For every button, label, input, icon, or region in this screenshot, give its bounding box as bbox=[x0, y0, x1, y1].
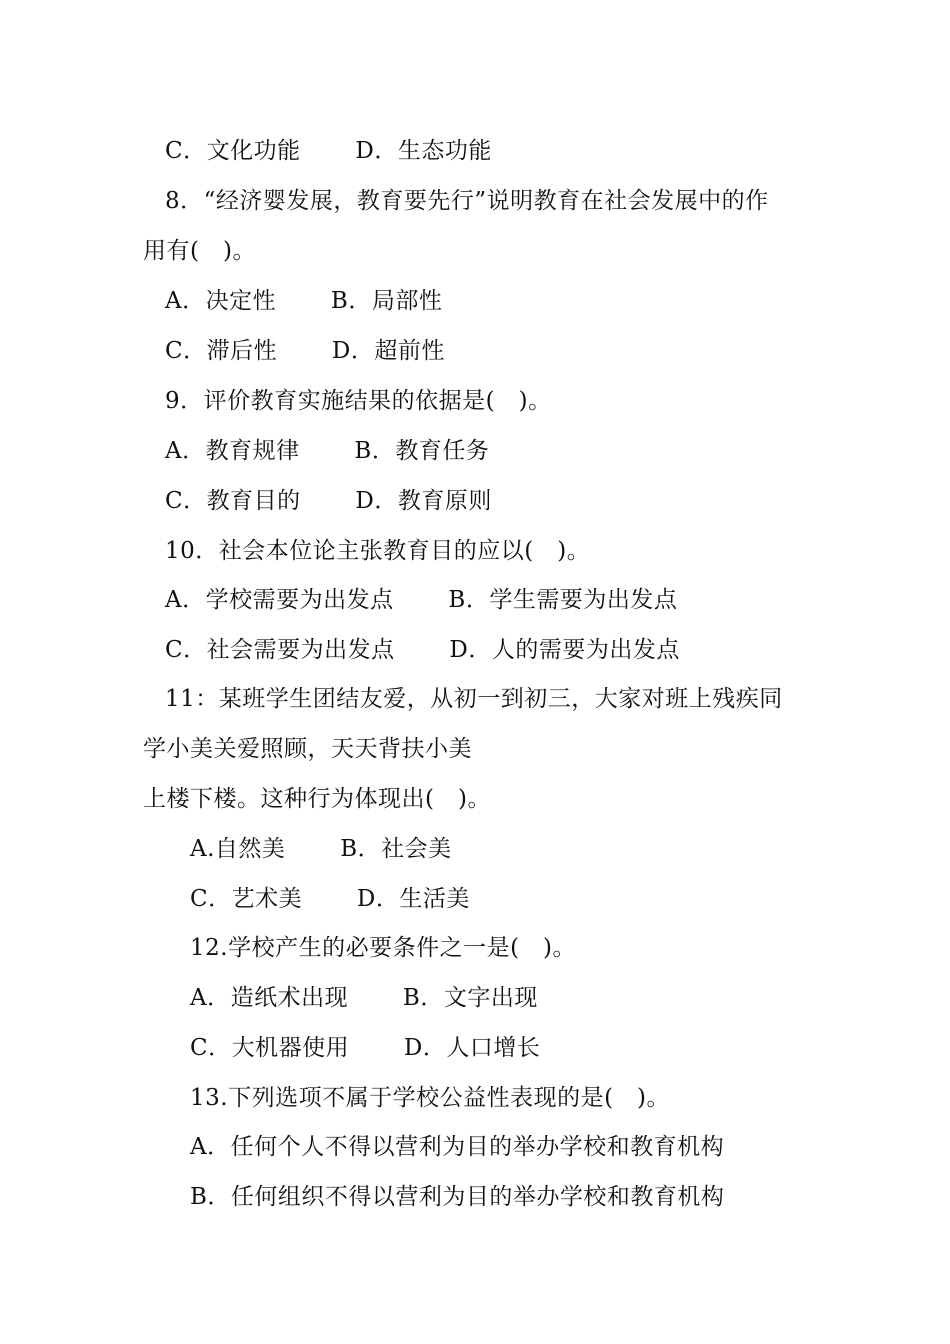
q9-stem: 9．评价教育实施结果的依据是( )。 bbox=[165, 388, 552, 414]
q10-options-cd: C．社会需要为出发点 D．人的需要为出发点 bbox=[165, 637, 680, 663]
q8-options-ab: A．决定性 B．局部性 bbox=[165, 288, 443, 314]
q7-options-cd: C．文化功能 D．生态功能 bbox=[165, 138, 492, 164]
q13-option-a: A．任何个人不得以营利为目的举办学校和教育机构 bbox=[190, 1134, 725, 1160]
q8-stem-line2: 用有( )。 bbox=[143, 238, 256, 264]
q11-options-cd: C．艺术美 D．生活美 bbox=[190, 886, 470, 912]
q11-stem-line2: 学小美关爱照顾，天天背扶小美 bbox=[143, 736, 472, 762]
q12-options-cd: C．大机器使用 D．人口增长 bbox=[190, 1035, 541, 1061]
q8-stem-line1: 8．“经济婴发展，教育要先行”说明教育在社会发展中的作 bbox=[165, 188, 769, 214]
q13-option-b: B．任何组织不得以营利为目的举办学校和教育机构 bbox=[190, 1184, 725, 1210]
q11-stem-line3: 上楼下楼。这种行为体现出( )。 bbox=[143, 786, 491, 812]
q10-options-ab: A．学校需要为出发点 B．学生需要为出发点 bbox=[165, 587, 678, 613]
q11-options-ab: A.自然美 B．社会美 bbox=[190, 836, 452, 862]
q13-stem: 13.下列选项不属于学校公益性表现的是( )。 bbox=[190, 1085, 671, 1111]
q10-stem: 10．社会本位论主张教育目的应以( )。 bbox=[165, 538, 591, 564]
q9-options-cd: C．教育目的 D．教育原则 bbox=[165, 488, 492, 514]
q9-options-ab: A．教育规律 B．教育任务 bbox=[165, 438, 490, 464]
q8-options-cd: C．滞后性 D．超前性 bbox=[165, 338, 445, 364]
q12-stem: 12.学校产生的必要条件之一是( )。 bbox=[190, 935, 577, 961]
q12-options-ab: A．造纸术出现 B．文字出现 bbox=[190, 985, 538, 1011]
q11-stem-line1: 11：某班学生团结友爱，从初一到初三，大家对班上残疾同 bbox=[165, 686, 783, 712]
